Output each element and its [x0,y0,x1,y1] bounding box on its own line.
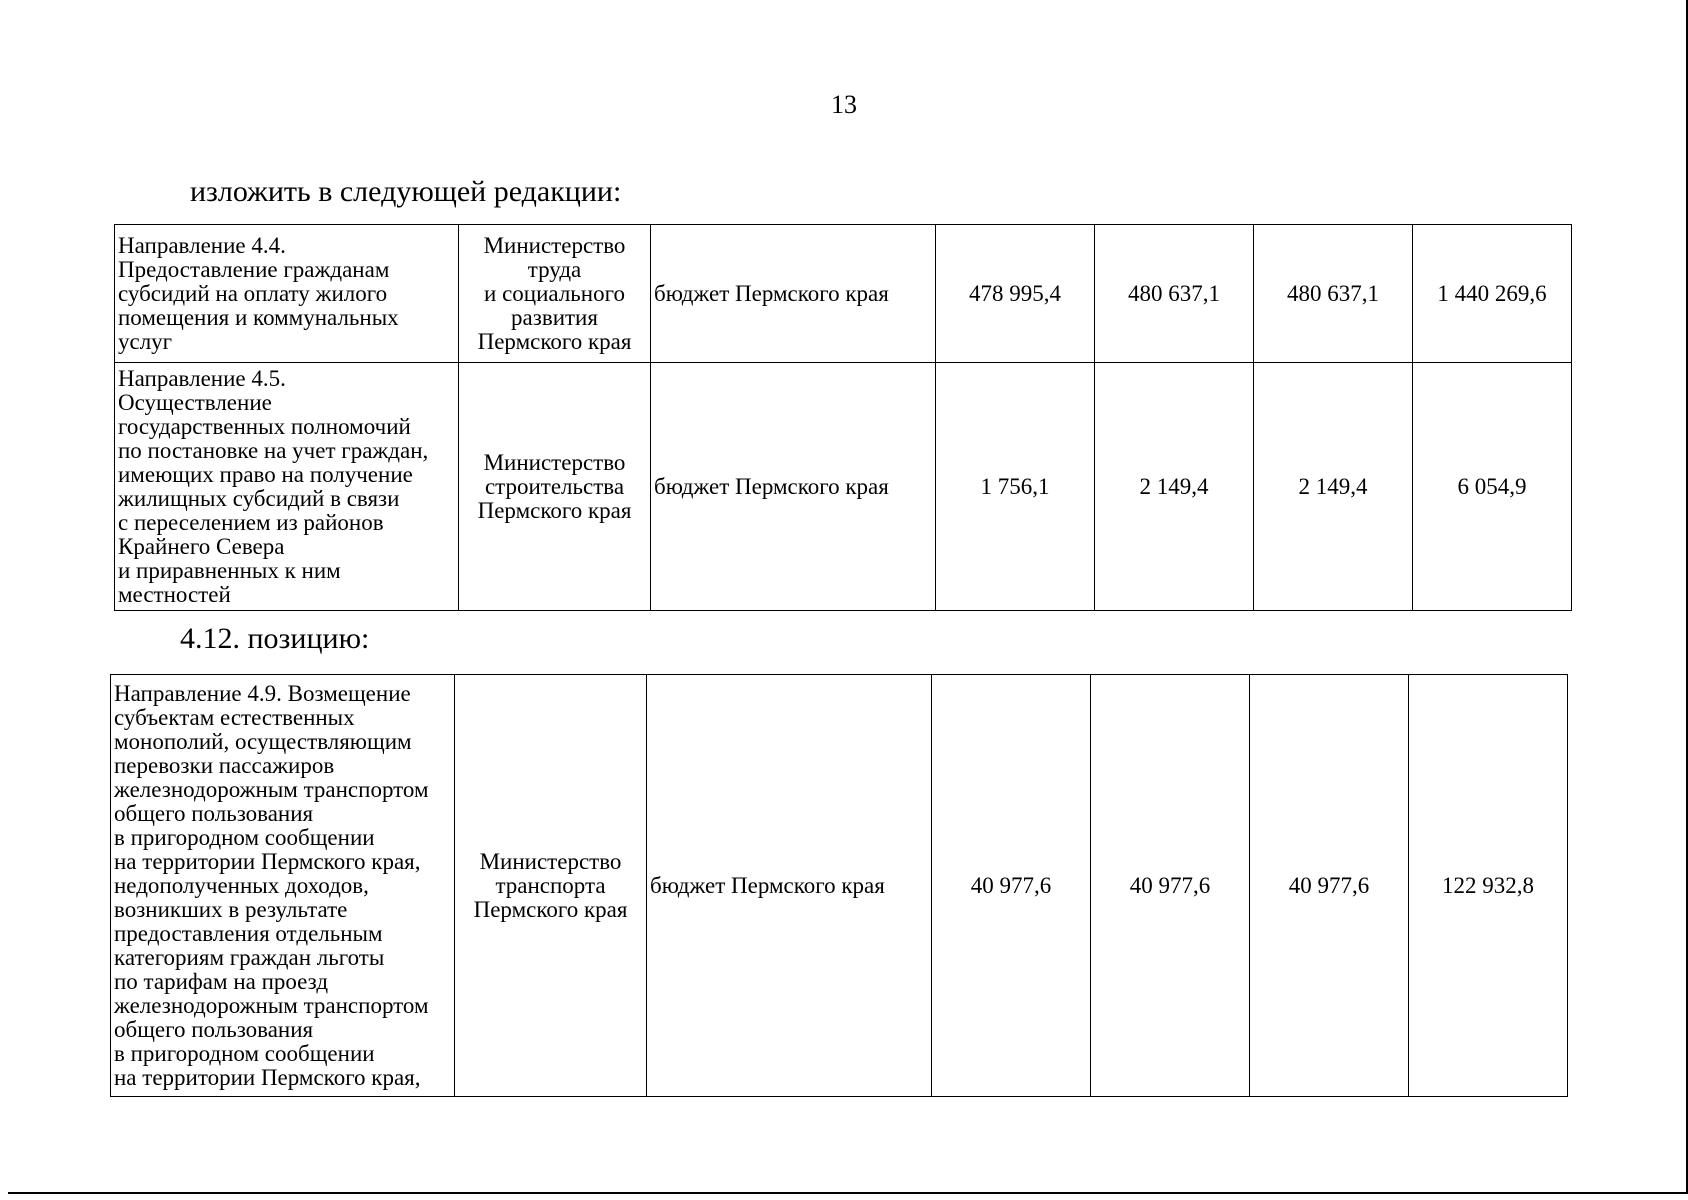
executor-cell: Министерство транспорта Пермского края [455,675,647,1097]
funding-source-cell: бюджет Пермского края [651,363,936,611]
total-cell: 1 440 269,6 [1413,225,1572,363]
direction-cell: Направление 4.9. Возмещение субъектам естественных монополий, осуществляющим перевозки пассажиров железнодорожным транспортом общего пользования в пригородном сообщении на территории Пермского края, недополученных доходов, возникших в результате предоставления отдельным категориям граждан льготы по тарифам на проезд железнодорожным транспортом общего пользования в пригородном сообщении на территории Пермского края, [111,675,455,1097]
total-cell: 6 054,9 [1413,363,1572,611]
funding-source-cell: бюджет Пермского края [647,675,932,1097]
amount-cell: 2 149,4 [1095,363,1254,611]
amount-cell: 40 977,6 [1250,675,1409,1097]
direction-cell: Направление 4.5. Осуществление государственных полномочий по постановке на учет граждан, имеющих право на получение жилищных субсидий в связи с переселением из районов Крайнего Севера и приравненных к ним местностей [115,363,459,611]
intro-text: изложить в следующей редакции: [190,175,622,208]
table-row [111,675,1568,1097]
amount-cell: 480 637,1 [1095,225,1254,363]
direction-cell: Направление 4.4. Предоставление гражданам субсидий на оплату жилого помещения и коммунальных услуг [115,225,459,363]
amount-cell: 40 977,6 [932,675,1091,1097]
amount-cell: 478 995,4 [936,225,1095,363]
section-heading: 4.12. позицию: [180,622,370,655]
amount-cell: 2 149,4 [1254,363,1413,611]
table-row [115,225,1572,363]
funding-source-cell: бюджет Пермского края [651,225,936,363]
executor-cell: Министерство строительства Пермского края [459,363,651,611]
page-number: 13 [831,90,857,119]
executor-cell: Министерство труда и социального развития Пермского края [459,225,651,363]
program-table-2 [110,674,1568,1097]
amount-cell: 1 756,1 [936,363,1095,611]
table-row [115,363,1572,611]
amount-cell: 40 977,6 [1091,675,1250,1097]
total-cell: 122 932,8 [1409,675,1568,1097]
program-table-1 [114,224,1572,611]
amount-cell: 480 637,1 [1254,225,1413,363]
